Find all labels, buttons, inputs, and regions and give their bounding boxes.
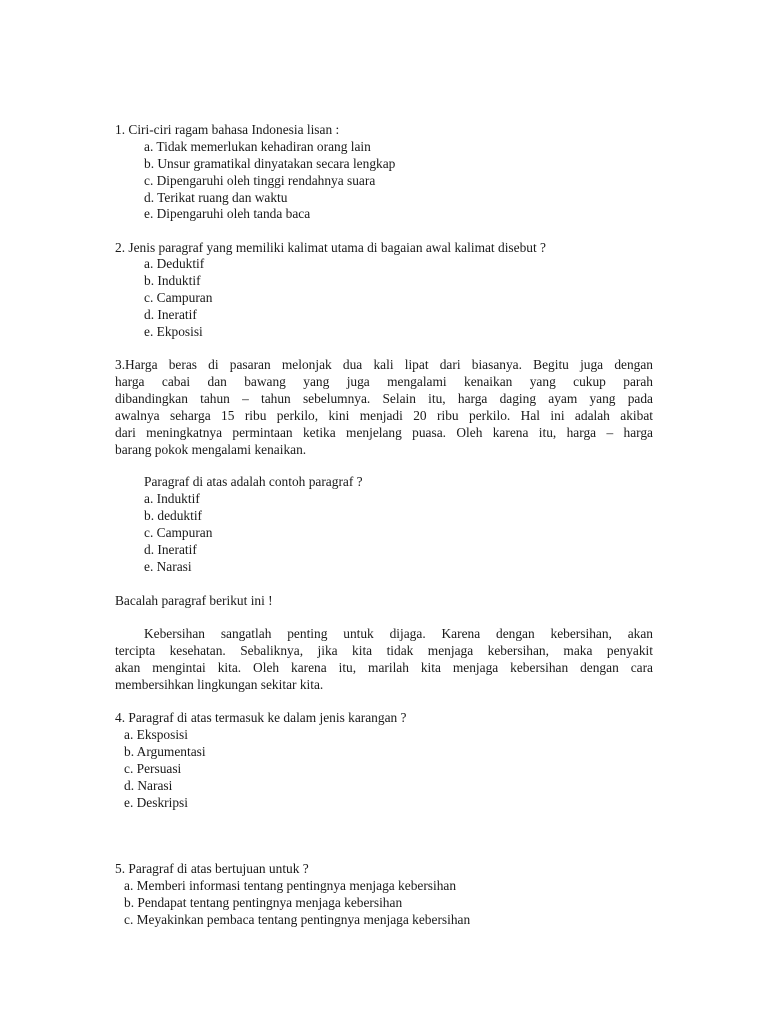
- q5-option-a: a. Memberi informasi tentang pentingnya menjaga kebersihan: [124, 878, 457, 893]
- q3-question: Paragraf di atas adalah contoh paragraf ?: [144, 474, 363, 489]
- q2-option-b: b. Induktif: [144, 273, 201, 288]
- q1-option-c: c. Dipengaruhi oleh tinggi rendahnya suara: [144, 173, 376, 188]
- q2-option-a: a. Deduktif: [144, 256, 205, 271]
- q1-option-b: b. Unsur gramatikal dinyatakan secara lengkap: [144, 156, 396, 171]
- q2-option-e: e. Ekposisi: [144, 324, 203, 339]
- q3-option-d: d. Ineratif: [144, 542, 197, 557]
- q4-question: 4. Paragraf di atas termasuk ke dalam jenis karangan ?: [115, 710, 407, 725]
- q3-option-b: b. deduktif: [144, 508, 203, 523]
- q3-option-e: e. Narasi: [144, 559, 192, 574]
- q2-option-c: c. Campuran: [144, 290, 213, 305]
- q1-option-e: e. Dipengaruhi oleh tanda baca: [144, 206, 311, 221]
- q3-passage-line: dari meningkatnya permintaan ketika menjelang puasa. Oleh karena itu, harga – harga: [115, 425, 653, 440]
- q5-option-c: c. Meyakinkan pembaca tentang pentingnya menjaga kebersihan: [124, 912, 471, 927]
- reading-passage-line: tercipta kesehatan. Sebaliknya, jika kita tidak menjaga kebersihan, maka penyakit: [115, 643, 653, 658]
- reading-instruction: Bacalah paragraf berikut ini !: [115, 593, 273, 608]
- q5-question: 5. Paragraf di atas bertujuan untuk ?: [115, 861, 309, 876]
- q3-option-a: a. Induktif: [144, 491, 200, 506]
- q1-option-d: d. Terikat ruang dan waktu: [144, 190, 288, 205]
- q5-option-b: b. Pendapat tentang pentingnya menjaga kebersihan: [124, 895, 403, 910]
- q2-question: 2. Jenis paragraf yang memiliki kalimat utama di bagaian awal kalimat disebut ?: [115, 240, 546, 255]
- q1-question: 1. Ciri-ciri ragam bahasa Indonesia lisan :: [115, 122, 340, 137]
- q3-passage-line: barang pokok mengalami kenaikan.: [115, 442, 307, 457]
- q3-passage-line: harga cabai dan bawang yang juga mengalami kenaikan yang cukup parah: [115, 374, 653, 389]
- reading-passage-line: membersihkan lingkungan sekitar kita.: [115, 677, 324, 692]
- q1-option-a: a. Tidak memerlukan kehadiran orang lain: [144, 139, 371, 154]
- q4-option-c: c. Persuasi: [124, 761, 182, 776]
- reading-passage-line: akan mengintai kita. Oleh karena itu, marilah kita menjaga kebersihan dengan cara: [115, 660, 653, 675]
- q4-option-a: a. Eksposisi: [124, 727, 188, 742]
- q4-option-d: d. Narasi: [124, 778, 173, 793]
- q2-option-d: d. Ineratif: [144, 307, 197, 322]
- q4-option-e: e. Deskripsi: [124, 795, 188, 810]
- reading-passage-line: Kebersihan sangatlah penting untuk dijaga. Karena dengan kebersihan, akan: [144, 626, 653, 641]
- q3-passage-line: awalnya seharga 15 ribu perkilo, kini menjadi 20 ribu perkilo. Hal ini adalah akibat: [115, 408, 653, 423]
- q3-passage-line: 3.Harga beras di pasaran melonjak dua kali lipat dari biasanya. Begitu juga dengan: [115, 357, 653, 372]
- q4-option-b: b. Argumentasi: [124, 744, 206, 759]
- q3-passage-line: dibandingkan tahun – tahun sebelumnya. Selain itu, harga daging ayam yang pada: [115, 391, 653, 406]
- q3-option-c: c. Campuran: [144, 525, 213, 540]
